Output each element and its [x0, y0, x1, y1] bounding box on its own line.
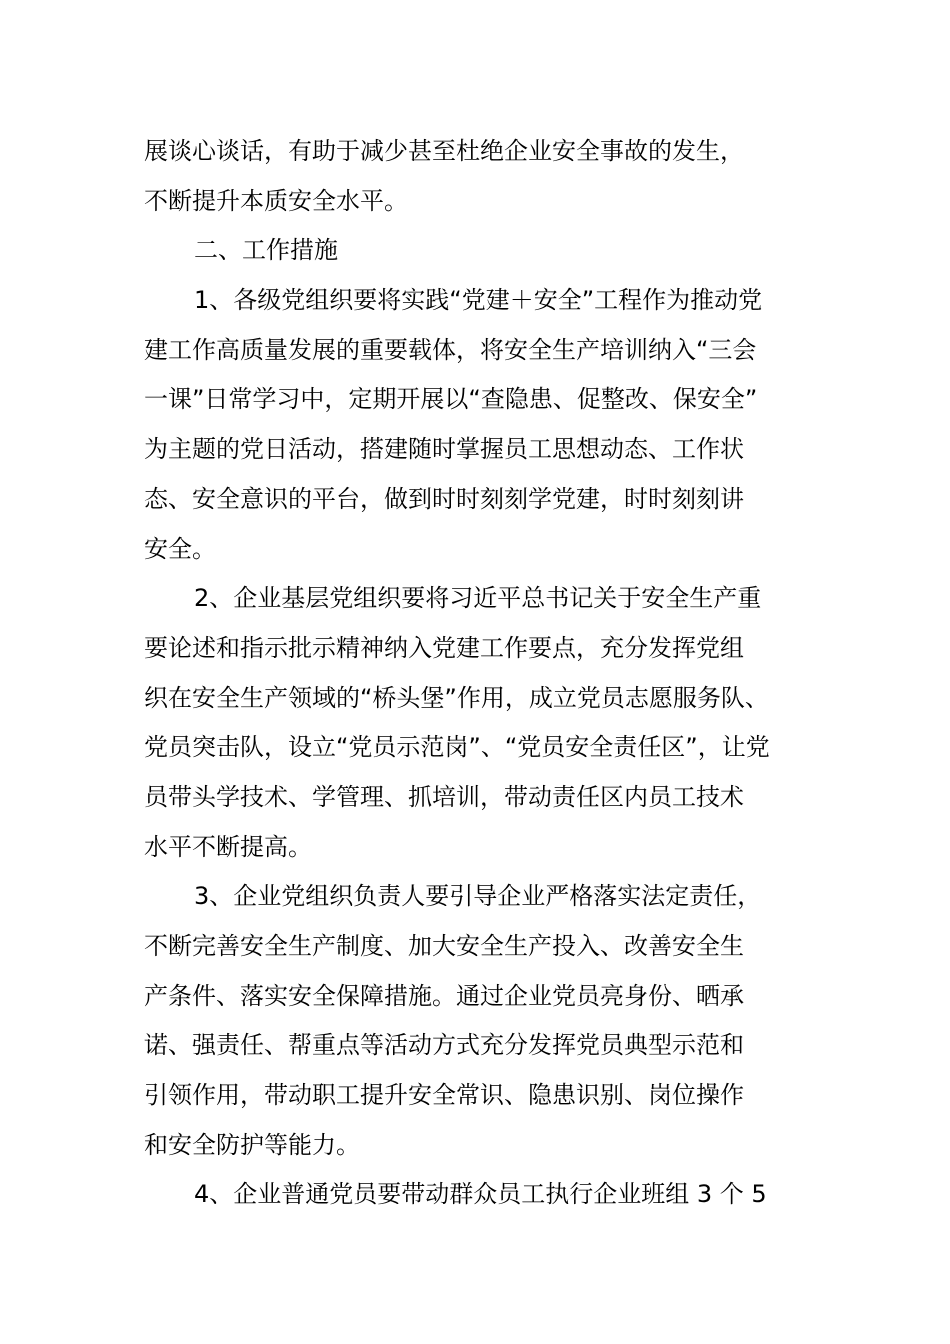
body-text-line: 党员突击队，设立“党员示范岗”、“党员安全责任区”，让党: [144, 733, 770, 762]
body-text-line: 为主题的党日活动，搭建随时掌握员工思想动态、工作状: [144, 435, 744, 464]
body-text-line: 引领作用，带动职工提升安全常识、隐患识别、岗位操作: [144, 1081, 744, 1110]
section-heading: 二、工作措施: [194, 236, 338, 265]
body-text-line: 诺、强责任、帮重点等活动方式充分发挥党员典型示范和: [144, 1031, 744, 1060]
document-body: [144, 127, 809, 1220]
paragraph-4-start: 4、企业普通党员要带动群众员工执行企业班组 3 个 5: [194, 1180, 767, 1209]
body-text-line: 产条件、落实安全保障措施。通过企业党员亮身份、晒承: [144, 981, 744, 1010]
paragraph-3-start: 3、企业党组织负责人要引导企业严格落实法定责任，: [194, 882, 762, 911]
paragraph-2-start: 2、企业基层党组织要将习近平总书记关于安全生产重: [194, 584, 762, 613]
body-text-line: 态、安全意识的平台，做到时时刻刻学党建，时时刻刻讲: [144, 484, 744, 513]
body-text-line: 建工作高质量发展的重要载体，将安全生产培训纳入“三会: [144, 335, 757, 364]
body-text-line: 一课”日常学习中，定期开展以“查隐患、促整改、保安全”: [144, 385, 758, 414]
body-text-line: 水平不断提高。: [144, 832, 312, 861]
body-text-line: 不断提升本质安全水平。: [144, 186, 408, 215]
paragraph-1-start: 1、各级党组织要将实践“党建＋安全”工程作为推动党: [194, 286, 763, 315]
body-text-line: 和安全防护等能力。: [144, 1130, 360, 1159]
body-text-line: 安全。: [144, 534, 216, 563]
body-text-line: 展谈心谈话，有助于减少甚至杜绝企业安全事故的发生，: [144, 137, 744, 165]
body-text-line: 员带头学技术、学管理、抓培训，带动责任区内员工技术: [144, 782, 744, 811]
body-text-line: 不断完善安全生产制度、加大安全生产投入、改善安全生: [144, 932, 744, 960]
body-text-line: 要论述和指示批示精神纳入党建工作要点，充分发挥党组: [144, 633, 744, 662]
body-text-line: 织在安全生产领域的“桥头堡”作用，成立党员志愿服务队、: [144, 683, 769, 712]
